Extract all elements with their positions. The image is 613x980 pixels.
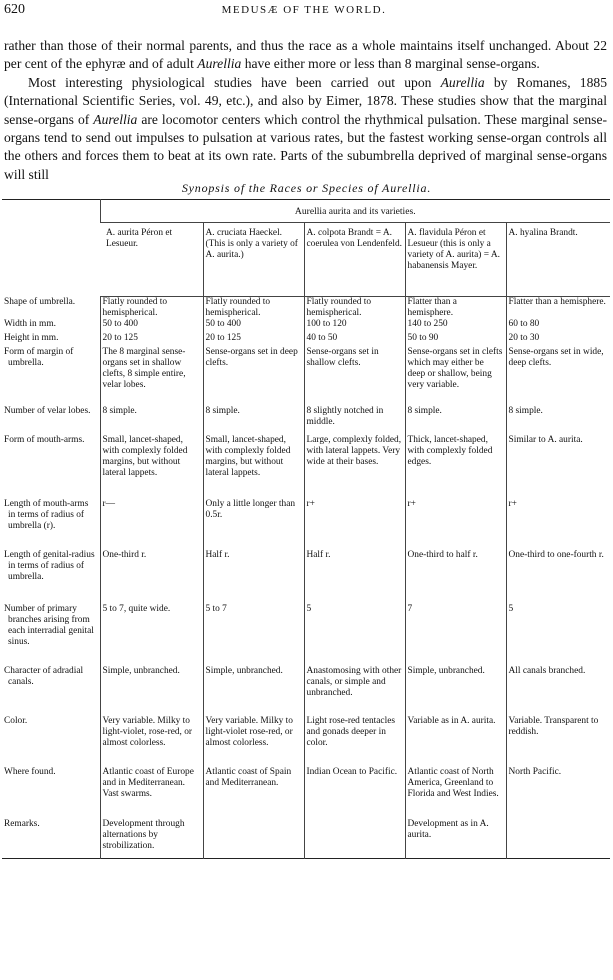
table-cell: 8 simple. [203, 406, 304, 435]
table-cell [506, 819, 610, 859]
table-cell: Flatter than a hemisphere. [506, 297, 610, 320]
row-label: Remarks. [4, 819, 40, 829]
table-cell: Similar to A. aurita. [506, 435, 610, 499]
table-cell: Large, complexly folded, with lateral lappets. Very wide at their bases. [304, 435, 405, 499]
row-label: Length of genital-radius in terms of radius of umbrella. [4, 550, 95, 582]
table-cell: One-third to one-fourth r. [506, 550, 610, 604]
species-header: A. flavidula Péron et Lesueur (this is only a variety of A. aurita) = A. habanensis Mayer. [405, 223, 506, 297]
row-label: Number of velar lobes. [4, 406, 91, 416]
table-cell: All canals branched. [506, 666, 610, 716]
table-cell: Atlantic coast of North America, Greenland to Florida and West Indies. [405, 767, 506, 819]
table-cell: Anastomosing with other canals, or simple and unbranched. [304, 666, 405, 716]
table-cell: r— [100, 499, 203, 550]
table-cell: 8 simple. [506, 406, 610, 435]
table-row [2, 406, 610, 435]
table-cell: Very variable. Milky to light-violet, rose-red, or almost colorless. [100, 716, 203, 767]
row-label: Number of primary branches arising from each interradial genital sinus. [4, 604, 94, 647]
table-cell [304, 819, 405, 859]
row-label: Shape of umbrella. [4, 296, 76, 307]
table-cell: Half r. [304, 550, 405, 604]
row-label: Height in mm. [4, 333, 59, 343]
table-cell: Sense-organs set in deep clefts. [203, 347, 304, 406]
table-cell: 20 to 30 [506, 333, 610, 347]
row-label: Color. [4, 716, 28, 726]
paragraph-1: rather than those of their normal parents, and thus the race as a whole maintains itself unchanged. About 22 per cent of the ephyræ and of adult Aurellia have either more or less than 8 marginal sense-organs. [4, 38, 607, 72]
table-cell: Flatter than a hemisphere. [405, 297, 506, 320]
table-cell: 8 simple. [100, 406, 203, 435]
table-cell: Half r. [203, 550, 304, 604]
body-text [4, 37, 607, 184]
table-cell: 5 [506, 604, 610, 666]
table-cell: Simple, unbranched. [100, 666, 203, 716]
group-header: Aurellia aurita and its varieties. [100, 200, 610, 223]
table-cell: 8 slightly notched in middle. [304, 406, 405, 435]
table-row [2, 666, 610, 716]
table-cell: Indian Ocean to Pacific. [304, 767, 405, 819]
table-cell: 5 [304, 604, 405, 666]
table-cell [203, 819, 304, 859]
table-cell: Small, lancet-shaped, with complexly folded margins, but without lateral lappets. [203, 435, 304, 499]
table-cell: One-third r. [100, 550, 203, 604]
table-cell: 8 simple. [405, 406, 506, 435]
table-cell: Atlantic coast of Europe and in Mediterranean. Vast swarms. [100, 767, 203, 819]
row-label: Form of mouth-arms. [4, 435, 85, 445]
table-cell: Thick, lancet-shaped, with complexly folded edges. [405, 435, 506, 499]
table-cell: 140 to 250 [405, 319, 506, 333]
table-row [2, 550, 610, 604]
table-cell: 50 to 90 [405, 333, 506, 347]
table-cell: Flatly rounded to hemispherical. [100, 297, 203, 320]
table-cell: Sense-organs set in shallow clefts. [304, 347, 405, 406]
species-header: A. colpota Brandt = A. coerulea von Lendenfeld. [304, 223, 405, 297]
table-row [2, 347, 610, 406]
species-header: A. hyalina Brandt. [506, 223, 610, 297]
table-row [2, 499, 610, 550]
table-cell: Development as in A. aurita. [405, 819, 506, 859]
table-cell: Simple, unbranched. [203, 666, 304, 716]
page-header [4, 2, 604, 20]
table-cell: Sense-organs set in clefts which may either be deep or shallow, being very variable. [405, 347, 506, 406]
table-cell: Sense-organs set in wide, deep clefts. [506, 347, 610, 406]
table-cell: 20 to 125 [100, 333, 203, 347]
table-cell: 100 to 120 [304, 319, 405, 333]
table-cell: Flatly rounded to hemispherical. [203, 297, 304, 320]
table-cell: r+ [405, 499, 506, 550]
table-cell: Very variable. Milky to light-violet rose-red, or almost colorless. [203, 716, 304, 767]
table-cell: Simple, unbranched. [405, 666, 506, 716]
row-label: Length of mouth-arms in terms of radius of umbrella (r). [4, 499, 89, 531]
table-cell: r+ [506, 499, 610, 550]
running-head: MEDUSÆ OF THE WORLD. [221, 4, 387, 16]
table-cell: r+ [304, 499, 405, 550]
table-row [2, 297, 610, 320]
table-cell: Atlantic coast of Spain and Mediterranean. [203, 767, 304, 819]
table-cell: 40 to 50 [304, 333, 405, 347]
table-row [2, 604, 610, 666]
synopsis-table [2, 199, 610, 859]
table-cell: Flatly rounded to hemispherical. [304, 297, 405, 320]
page-number: 620 [4, 2, 25, 17]
table-cell: 50 to 400 [100, 319, 203, 333]
species-header: A. cruciata Haeckel. (This is only a variety of A. aurita.) [203, 223, 304, 297]
table-row [2, 333, 610, 347]
row-label: Where found. [4, 767, 56, 777]
table-cell: 5 to 7, quite wide. [100, 604, 203, 666]
table-cell: 7 [405, 604, 506, 666]
table-cell: Variable as in A. aurita. [405, 716, 506, 767]
table-cell: 60 to 80 [506, 319, 610, 333]
species-header: A. aurita Péron et Lesueur. [100, 223, 203, 297]
table-cell: Light rose-red tentacles and gonads deeper in color. [304, 716, 405, 767]
table-cell: Small, lancet-shaped, with complexly folded margins, but without lateral lappets. [100, 435, 203, 499]
table-cell: The 8 marginal sense-organs set in shallow clefts, 8 simple entire, velar lobes. [100, 347, 203, 406]
table-cell: 20 to 125 [203, 333, 304, 347]
table-row [2, 319, 610, 333]
table-cell: Development through alternations by strobilization. [100, 819, 203, 859]
table-caption: Synopsis of the Races or Species of Aurellia. [181, 181, 432, 195]
table-cell: One-third to half r. [405, 550, 506, 604]
row-label: Width in mm. [4, 319, 56, 329]
table-cell: 50 to 400 [203, 319, 304, 333]
table-cell: North Pacific. [506, 767, 610, 819]
row-label: Form of margin of umbrella. [4, 347, 74, 368]
table-cell: Only a little longer than 0.5r. [203, 499, 304, 550]
table-row [2, 819, 610, 859]
table-row [2, 767, 610, 819]
table-row [2, 716, 610, 767]
paragraph-2: Most interesting physiological studies have been carried out upon Aurellia by Romanes, 1885 (International Scientific Series, vol. 49, etc.), and also by Eimer, 1878. These studies show that the marginal sense-organs of Aurellia are locomotor centers which control the rhythmical pulsation. These marginal sense-organs tend to send out impulses to pulsation at various rates, but the fastest working sense-organ controls all the others and forces them to beat at its own rate. Parts of the subumbrella deprived of marginal sense-organs will still [4, 74, 607, 182]
group-header-row [2, 200, 610, 223]
row-label: Character of adradial canals. [4, 666, 84, 687]
table-row [2, 435, 610, 499]
table-cell: Variable. Transparent to reddish. [506, 716, 610, 767]
table-cell: 5 to 7 [203, 604, 304, 666]
